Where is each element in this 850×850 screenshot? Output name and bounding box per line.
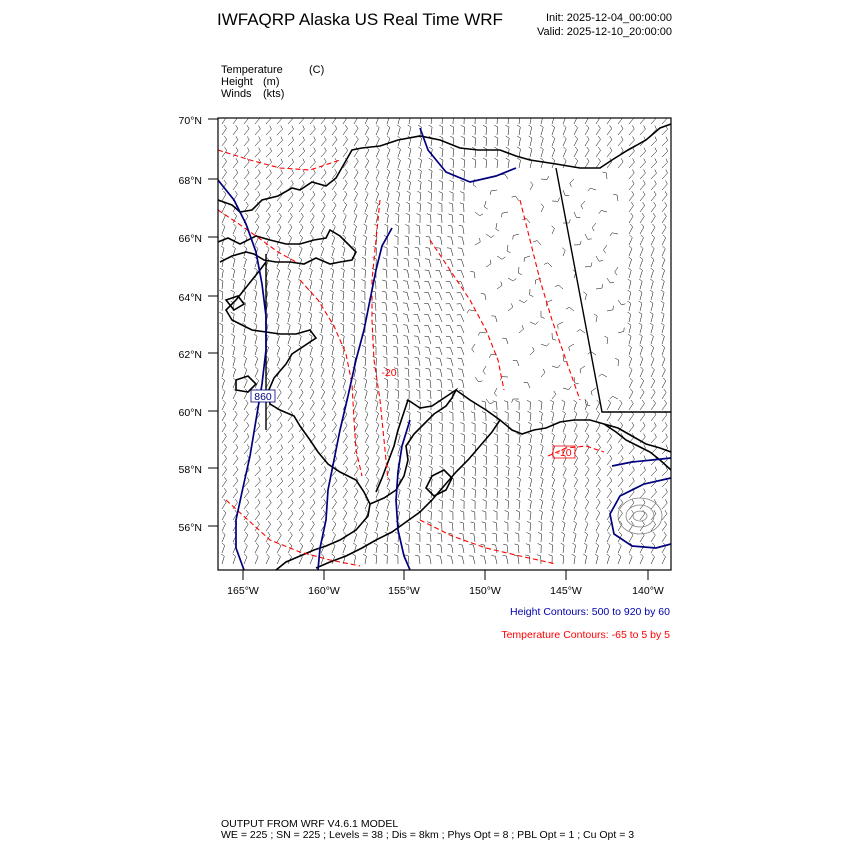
model-footer-line2: WE = 225 ; SN = 225 ; Levels = 38 ; Dis = 8km ; Phys Opt = 8 ; PBL Opt = 1 ; Cu Opt = 3 <box>221 829 635 841</box>
field-unit: (m) <box>263 76 280 88</box>
lon-label: 155°W <box>388 585 420 597</box>
field-name: Winds <box>221 88 252 100</box>
lon-label: 150°W <box>469 585 501 597</box>
field-unit: (kts) <box>263 88 285 100</box>
lat-label: 70°N <box>178 115 202 127</box>
field-name: Height <box>221 76 253 88</box>
model-footer-line1: OUTPUT FROM WRF V4.6.1 MODEL <box>221 818 399 830</box>
height-contour-legend: Height Contours: 500 to 920 by 60 <box>510 606 670 618</box>
plot-title: IWFAQRP Alaska US Real Time WRF <box>217 10 503 29</box>
lon-label: 145°W <box>550 585 582 597</box>
lat-label: 62°N <box>178 349 202 361</box>
lon-label: 160°W <box>308 585 340 597</box>
map-background <box>218 118 671 570</box>
lon-label: 140°W <box>632 585 664 597</box>
longitude-labels <box>227 585 664 597</box>
lat-label: 58°N <box>178 464 202 476</box>
lon-label: 165°W <box>227 585 259 597</box>
field-name: Temperature <box>221 64 283 76</box>
field-unit: (C) <box>309 64 325 76</box>
lat-label: 60°N <box>178 407 202 419</box>
height-contour-label: 860 <box>254 391 272 403</box>
lat-label: 66°N <box>178 233 202 245</box>
temp-contour-label-a: -20 <box>381 367 397 379</box>
valid-time: Valid: 2025-12-10_20:00:00 <box>537 26 672 38</box>
temperature-contour-legend: Temperature Contours: -65 to 5 by 5 <box>501 629 670 641</box>
lat-label: 56°N <box>178 522 202 534</box>
lat-label: 64°N <box>178 292 202 304</box>
init-time: Init: 2025-12-04_00:00:00 <box>546 12 672 24</box>
lat-label: 68°N <box>178 175 202 187</box>
latitude-labels <box>179 115 202 534</box>
temp-contour-label-b: -10 <box>556 447 572 459</box>
